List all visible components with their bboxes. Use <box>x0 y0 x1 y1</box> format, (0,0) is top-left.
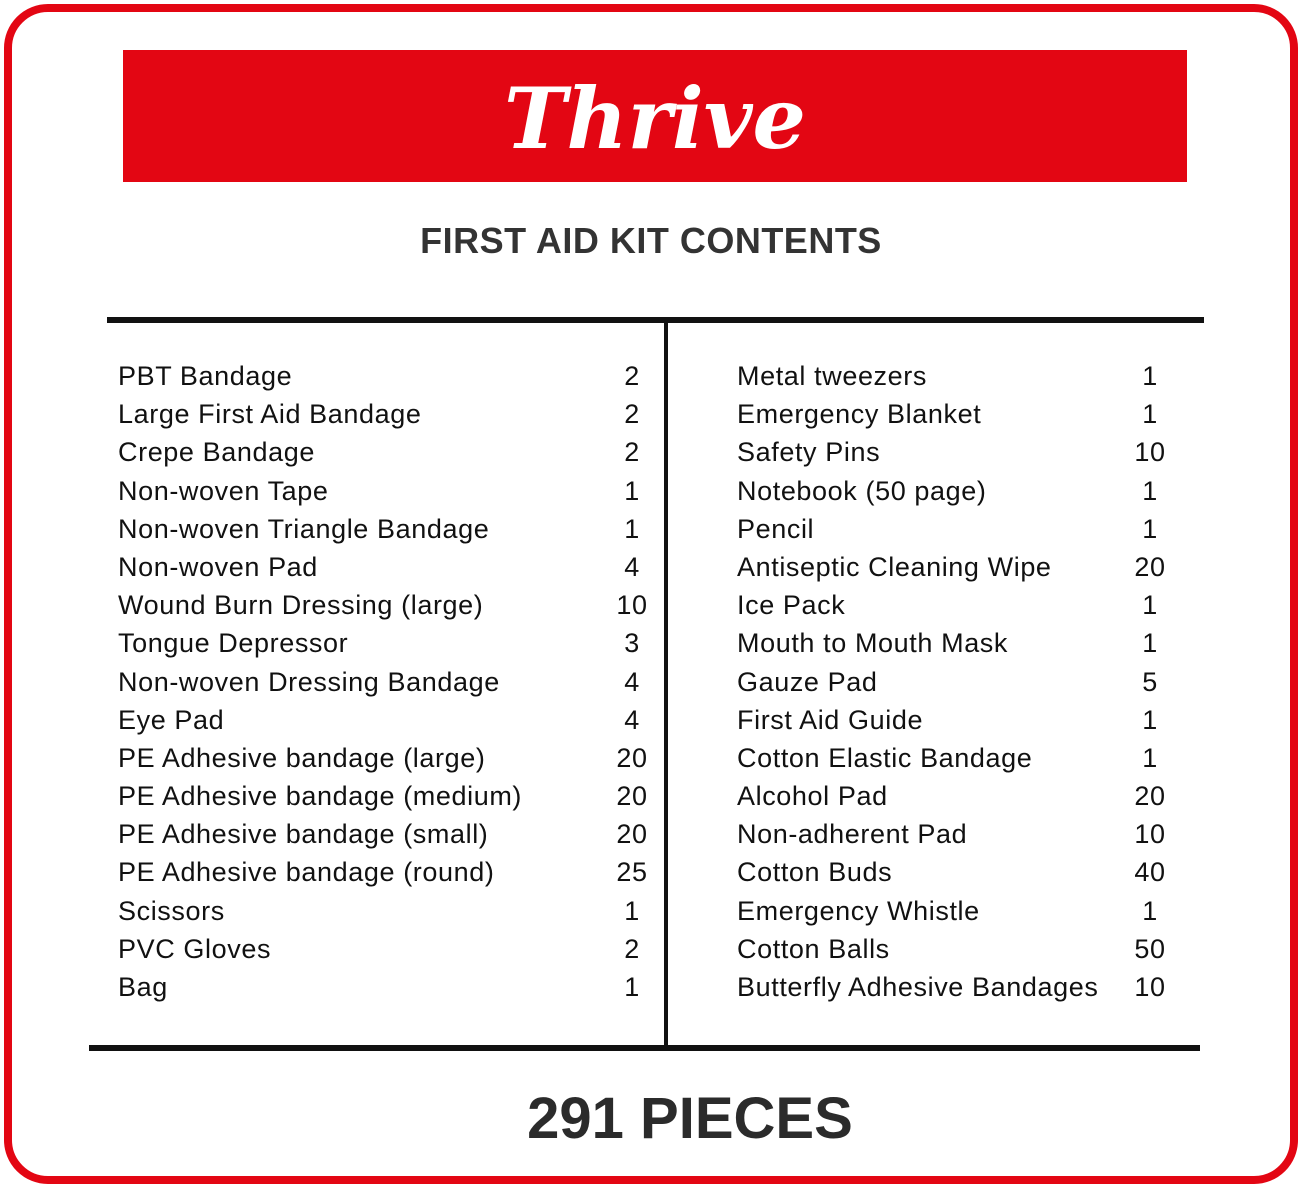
item-name: Safety Pins <box>737 437 881 468</box>
list-item <box>118 548 638 586</box>
item-quantity: 3 <box>624 628 640 659</box>
item-quantity: 1 <box>624 972 640 1002</box>
list-item <box>737 357 1177 395</box>
item-quantity: 4 <box>624 666 640 697</box>
item-name: Pencil <box>737 513 815 544</box>
item-quantity: 10 <box>1134 972 1166 1002</box>
list-item <box>737 472 1177 510</box>
item-name: Alcohol Pad <box>737 781 888 812</box>
item-quantity: 1 <box>1142 475 1158 506</box>
list-item <box>737 663 1177 701</box>
item-quantity: 1 <box>1142 590 1158 621</box>
list-item <box>118 701 638 739</box>
list-item <box>118 663 638 701</box>
item-quantity: 10 <box>1134 437 1166 468</box>
list-item <box>118 777 648 815</box>
item-name: PVC Gloves <box>118 933 272 964</box>
item-quantity: 4 <box>624 551 640 582</box>
item-name: Cotton Elastic Bandage <box>737 742 1033 773</box>
item-quantity: 1 <box>1142 628 1158 659</box>
item-name: Metal tweezers <box>737 361 927 391</box>
item-name: PE Adhesive bandage (round) <box>118 857 495 888</box>
item-name: PBT Bandage <box>118 361 293 391</box>
item-quantity: 1 <box>624 513 640 544</box>
item-name: Non-woven Tape <box>118 475 329 506</box>
list-item <box>118 357 638 395</box>
list-item <box>737 586 1177 624</box>
list-item <box>737 510 1177 548</box>
item-name: Antiseptic Cleaning Wipe <box>737 551 1052 582</box>
brand-banner <box>123 50 1187 182</box>
top-rule <box>107 317 1204 323</box>
item-name: PE Adhesive bandage (small) <box>118 819 489 850</box>
list-item <box>737 853 1177 891</box>
item-name: Wound Burn Dressing (large) <box>118 590 484 621</box>
item-name: Non-adherent Pad <box>737 819 968 850</box>
item-quantity: 2 <box>624 399 640 430</box>
list-item <box>118 853 648 891</box>
list-item <box>118 472 638 510</box>
item-quantity: 40 <box>1134 857 1166 888</box>
list-item <box>118 739 648 777</box>
item-quantity: 1 <box>624 475 640 506</box>
item-quantity: 5 <box>1142 666 1158 697</box>
item-name: First Aid Guide <box>737 704 924 735</box>
item-quantity: 1 <box>1142 399 1158 430</box>
item-name: Emergency Whistle <box>737 895 980 926</box>
list-item <box>737 968 1177 1006</box>
item-quantity: 1 <box>1142 361 1158 391</box>
item-name: Ice Pack <box>737 590 846 621</box>
item-name: Bag <box>118 972 168 1002</box>
item-quantity: 1 <box>1142 895 1158 926</box>
item-name: Scissors <box>118 895 225 926</box>
item-name: Cotton Balls <box>737 933 890 964</box>
item-quantity: 2 <box>624 933 640 964</box>
list-item <box>737 739 1177 777</box>
item-name: Cotton Buds <box>737 857 893 888</box>
list-item <box>118 510 638 548</box>
list-item <box>118 624 638 662</box>
item-name: PE Adhesive bandage (large) <box>118 742 486 773</box>
item-name: Eye Pad <box>118 704 225 735</box>
item-quantity: 1 <box>1142 513 1158 544</box>
item-quantity: 50 <box>1134 933 1166 964</box>
item-quantity: 20 <box>616 781 648 812</box>
item-quantity: 20 <box>616 742 648 773</box>
item-name: Crepe Bandage <box>118 437 315 468</box>
item-name: Emergency Blanket <box>737 399 982 430</box>
list-item <box>118 815 648 853</box>
item-quantity: 1 <box>1142 704 1158 735</box>
item-quantity: 10 <box>616 590 648 621</box>
item-quantity: 1 <box>1142 742 1158 773</box>
list-item <box>118 395 638 433</box>
item-quantity: 4 <box>624 704 640 735</box>
item-quantity: 25 <box>616 857 648 888</box>
item-quantity: 2 <box>624 437 640 468</box>
list-item <box>737 815 1177 853</box>
thrive-logo <box>123 50 1187 182</box>
item-quantity: 10 <box>1134 819 1166 850</box>
item-quantity: 20 <box>1134 781 1166 812</box>
right-contents-list <box>737 357 1177 1006</box>
list-item <box>118 433 638 471</box>
item-name: Tongue Depressor <box>118 628 349 659</box>
column-divider <box>664 322 668 1048</box>
bottom-rule <box>89 1045 1200 1051</box>
left-contents-list <box>118 357 648 1006</box>
list-item <box>737 624 1177 662</box>
list-item <box>737 395 1177 433</box>
item-name: Non-woven Dressing Bandage <box>118 666 500 697</box>
list-item <box>737 433 1177 471</box>
item-quantity: 20 <box>616 819 648 850</box>
item-name: Mouth to Mouth Mask <box>737 628 1009 659</box>
list-item <box>118 930 638 968</box>
item-quantity: 20 <box>1134 551 1166 582</box>
logo-text: Thrive <box>504 69 806 168</box>
item-name: Non-woven Triangle Bandage <box>118 513 490 544</box>
list-item <box>737 548 1177 586</box>
list-item <box>118 892 638 930</box>
list-item <box>737 777 1177 815</box>
list-item <box>737 701 1177 739</box>
total-pieces: 291 PIECES <box>527 1086 853 1151</box>
list-item <box>118 586 648 624</box>
item-name: PE Adhesive bandage (medium) <box>118 781 523 812</box>
item-name: Notebook (50 page) <box>737 475 987 506</box>
list-item <box>737 892 1177 930</box>
item-name: Butterfly Adhesive Bandages <box>737 972 1099 1002</box>
list-item <box>118 968 638 1006</box>
list-item <box>737 930 1177 968</box>
item-name: Gauze Pad <box>737 666 878 697</box>
item-name: Non-woven Pad <box>118 551 318 582</box>
page-title: FIRST AID KIT CONTENTS <box>420 220 882 261</box>
item-quantity: 2 <box>624 361 640 391</box>
item-name: Large First Aid Bandage <box>118 399 422 430</box>
item-quantity: 1 <box>624 895 640 926</box>
